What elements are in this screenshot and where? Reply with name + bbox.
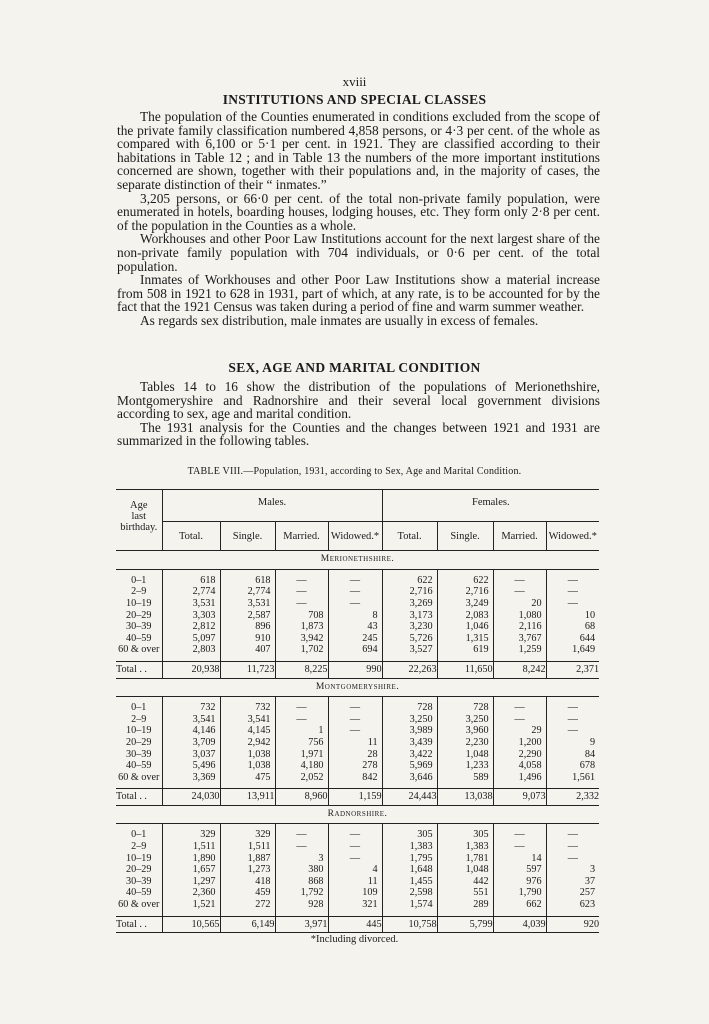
total-cell: 1,159 <box>328 789 382 806</box>
value-cell: — <box>275 586 328 598</box>
value-cell: — <box>493 586 546 598</box>
value-cell: 1 <box>275 725 328 737</box>
value-cell: 1,790 <box>493 887 546 899</box>
age-cell: 30–39 <box>126 621 152 633</box>
age-cell: 0–1 <box>131 574 147 586</box>
table-row <box>116 772 599 789</box>
value-cell: 1,273 <box>220 864 275 876</box>
value-cell: 5,726 <box>382 633 437 645</box>
value-cell: 2,812 <box>162 621 220 633</box>
value-cell: 1,496 <box>493 772 546 789</box>
total-label: Total . . <box>116 661 162 678</box>
sex-age-text <box>117 380 600 448</box>
value-cell: — <box>328 569 382 586</box>
value-cell: 2,716 <box>437 586 493 598</box>
value-cell: 380 <box>275 864 328 876</box>
value-cell: 5,969 <box>382 760 437 772</box>
total-cell: 10,565 <box>162 916 220 933</box>
value-cell: — <box>546 824 599 841</box>
value-cell: 2,083 <box>437 610 493 622</box>
value-cell: 37 <box>546 876 599 888</box>
value-cell: 329 <box>162 824 220 841</box>
value-cell: 3,989 <box>382 725 437 737</box>
table-row <box>116 598 599 610</box>
value-cell: 694 <box>328 644 382 661</box>
value-cell: 622 <box>382 569 437 586</box>
value-cell: — <box>275 569 328 586</box>
value-cell: 2,230 <box>437 737 493 749</box>
paragraph: The population of the Counties enumerated in conditions excluded from the scope of the private family classification numbered 4,858 persons, or 4·3 per cent. of the whole as compared with 6,100 or 5·1 per cent. in 1921. They are classified according to their habitations in Table 12 ; and in Table 13 the numbers of the more important institutions concerned are shown, together with their populations and, in the majority of cases, the separate distinction of their “ inmates.” <box>117 109 600 192</box>
county-name: Radnorshire. <box>116 805 599 824</box>
total-cell: 22,263 <box>382 661 437 678</box>
value-cell: 1,511 <box>162 841 220 853</box>
table-row <box>116 760 599 772</box>
value-cell: — <box>546 598 599 610</box>
value-cell: — <box>275 841 328 853</box>
age-header-line: Age <box>130 500 148 511</box>
value-cell: 976 <box>493 876 546 888</box>
total-cell: 9,073 <box>493 789 546 806</box>
value-cell: 3,369 <box>162 772 220 789</box>
value-cell: 289 <box>437 899 493 916</box>
age-cell: 2–9 <box>131 841 147 853</box>
population-table <box>116 489 599 933</box>
value-cell: 407 <box>220 644 275 661</box>
table-row <box>116 737 599 749</box>
age-header-line: birthday. <box>120 522 158 533</box>
page-number: xviii <box>342 74 367 89</box>
value-cell: — <box>493 697 546 714</box>
heading-institutions: INSTITUTIONS AND SPECIAL CLASSES <box>222 92 487 107</box>
value-cell: 2,587 <box>220 610 275 622</box>
value-cell: 2,116 <box>493 621 546 633</box>
total-label: Total . . <box>116 789 162 806</box>
value-cell: — <box>328 697 382 714</box>
value-cell: — <box>328 841 382 853</box>
value-cell: — <box>493 714 546 726</box>
value-cell: — <box>328 853 382 865</box>
value-cell: 623 <box>546 899 599 916</box>
age-cell: 0–1 <box>131 829 147 841</box>
section-row <box>116 805 599 824</box>
age-cell: 2–9 <box>131 713 147 725</box>
total-row <box>116 661 599 678</box>
value-cell: 418 <box>220 876 275 888</box>
value-cell: 3,541 <box>220 714 275 726</box>
age-cell: 20–29 <box>126 736 152 748</box>
value-cell: 272 <box>220 899 275 916</box>
table-footnote: *Including divorced. <box>310 934 399 945</box>
age-cell: 2–9 <box>131 586 147 598</box>
value-cell: 459 <box>220 887 275 899</box>
value-cell: — <box>546 725 599 737</box>
value-cell: 3,541 <box>162 714 220 726</box>
total-row <box>116 789 599 806</box>
value-cell: 20 <box>493 598 546 610</box>
age-header-line: last <box>131 511 147 522</box>
value-cell: 1,200 <box>493 737 546 749</box>
value-cell: 1,259 <box>493 644 546 661</box>
total-cell: 6,149 <box>220 916 275 933</box>
value-cell: 3,942 <box>275 633 328 645</box>
total-cell: 920 <box>546 916 599 933</box>
value-cell: 1,521 <box>162 899 220 916</box>
value-cell: 84 <box>546 749 599 761</box>
table-row <box>116 899 599 916</box>
value-cell: 1,574 <box>382 899 437 916</box>
value-cell: 3,230 <box>382 621 437 633</box>
value-cell: — <box>275 824 328 841</box>
value-cell: 728 <box>382 697 437 714</box>
value-cell: 1,038 <box>220 749 275 761</box>
heading-sex-age-marital: SEX, AGE AND MARITAL CONDITION <box>228 360 481 375</box>
table-row <box>116 621 599 633</box>
value-cell: 896 <box>220 621 275 633</box>
table-row <box>116 824 599 841</box>
total-cell: 8,225 <box>275 661 328 678</box>
value-cell: 842 <box>328 772 382 789</box>
value-cell: 3,303 <box>162 610 220 622</box>
value-cell: 1,795 <box>382 853 437 865</box>
total-cell: 20,938 <box>162 661 220 678</box>
table-row <box>116 864 599 876</box>
value-cell: — <box>546 841 599 853</box>
table-row <box>116 697 599 714</box>
institutions-text <box>117 110 600 328</box>
value-cell: 732 <box>162 697 220 714</box>
value-cell: 2,598 <box>382 887 437 899</box>
table-row <box>116 569 599 586</box>
age-cell: 10–19 <box>126 725 152 737</box>
value-cell: 68 <box>546 621 599 633</box>
value-cell: 2,774 <box>220 586 275 598</box>
value-cell: 1,890 <box>162 853 220 865</box>
value-cell: — <box>546 569 599 586</box>
value-cell: 3,269 <box>382 598 437 610</box>
col-header: Single. <box>437 521 493 551</box>
county-name: Merionethshire. <box>116 551 599 570</box>
value-cell: 1,511 <box>220 841 275 853</box>
age-cell: 40–59 <box>126 632 152 644</box>
value-cell: — <box>493 841 546 853</box>
value-cell: 2,942 <box>220 737 275 749</box>
value-cell: 321 <box>328 899 382 916</box>
col-header: Single. <box>220 521 275 551</box>
value-cell: — <box>328 714 382 726</box>
value-cell: 8 <box>328 610 382 622</box>
value-cell: — <box>328 824 382 841</box>
total-cell: 4,039 <box>493 916 546 933</box>
value-cell: 3 <box>546 864 599 876</box>
total-cell: 13,038 <box>437 789 493 806</box>
value-cell: 1,792 <box>275 887 328 899</box>
value-cell: 3,709 <box>162 737 220 749</box>
value-cell: 1,455 <box>382 876 437 888</box>
value-cell: 1,297 <box>162 876 220 888</box>
age-cell: 60 & over <box>118 771 160 783</box>
total-cell: 2,332 <box>546 789 599 806</box>
total-cell: 2,371 <box>546 661 599 678</box>
table-caption: TABLE VIII.—Population, 1931, according to Sex, Age and Marital Condition. <box>187 466 522 477</box>
table-row <box>116 586 599 598</box>
total-cell: 24,443 <box>382 789 437 806</box>
value-cell: 3,250 <box>382 714 437 726</box>
value-cell: — <box>328 725 382 737</box>
value-cell: 2,774 <box>162 586 220 598</box>
value-cell: — <box>275 714 328 726</box>
value-cell: — <box>328 598 382 610</box>
value-cell: 1,781 <box>437 853 493 865</box>
value-cell: 305 <box>382 824 437 841</box>
value-cell: 644 <box>546 633 599 645</box>
value-cell: 1,048 <box>437 749 493 761</box>
value-cell: 662 <box>493 899 546 916</box>
total-cell: 8,242 <box>493 661 546 678</box>
value-cell: 4,146 <box>162 725 220 737</box>
value-cell: 10 <box>546 610 599 622</box>
age-cell: 0–1 <box>131 702 147 714</box>
value-cell: 1,315 <box>437 633 493 645</box>
total-cell: 8,960 <box>275 789 328 806</box>
value-cell: 732 <box>220 697 275 714</box>
table-row <box>116 841 599 853</box>
females-header: Females. <box>382 490 599 522</box>
total-cell: 990 <box>328 661 382 678</box>
value-cell: — <box>493 569 546 586</box>
value-cell: 1,383 <box>437 841 493 853</box>
value-cell: 618 <box>162 569 220 586</box>
value-cell: 4,058 <box>493 760 546 772</box>
value-cell: 43 <box>328 621 382 633</box>
value-cell: 2,290 <box>493 749 546 761</box>
value-cell: 708 <box>275 610 328 622</box>
value-cell: 868 <box>275 876 328 888</box>
value-cell: 597 <box>493 864 546 876</box>
value-cell: 475 <box>220 772 275 789</box>
value-cell: — <box>493 824 546 841</box>
table-row <box>116 876 599 888</box>
value-cell: 11 <box>328 737 382 749</box>
age-cell: 20–29 <box>126 864 152 876</box>
county-name: Montgomeryshire. <box>116 678 599 697</box>
value-cell: 678 <box>546 760 599 772</box>
table-row <box>116 714 599 726</box>
total-cell: 11,723 <box>220 661 275 678</box>
value-cell: — <box>275 598 328 610</box>
age-cell: 40–59 <box>126 760 152 772</box>
col-header: Widowed.* <box>328 521 382 551</box>
age-cell: 10–19 <box>126 852 152 864</box>
value-cell: 2,803 <box>162 644 220 661</box>
value-cell: 3,646 <box>382 772 437 789</box>
col-header: Widowed.* <box>548 530 597 542</box>
table-row <box>116 725 599 737</box>
value-cell: 4,180 <box>275 760 328 772</box>
total-cell: 13,911 <box>220 789 275 806</box>
value-cell: 2,360 <box>162 887 220 899</box>
value-cell: 928 <box>275 899 328 916</box>
table-row <box>116 633 599 645</box>
value-cell: 3,422 <box>382 749 437 761</box>
value-cell: 9 <box>546 737 599 749</box>
value-cell: — <box>546 586 599 598</box>
value-cell: 756 <box>275 737 328 749</box>
value-cell: 3 <box>275 853 328 865</box>
value-cell: 1,873 <box>275 621 328 633</box>
value-cell: 4 <box>328 864 382 876</box>
value-cell: 29 <box>493 725 546 737</box>
value-cell: 1,887 <box>220 853 275 865</box>
value-cell: 442 <box>437 876 493 888</box>
value-cell: 1,657 <box>162 864 220 876</box>
value-cell: 1,971 <box>275 749 328 761</box>
value-cell: — <box>328 586 382 598</box>
table-row <box>116 853 599 865</box>
section-row <box>116 678 599 697</box>
value-cell: 551 <box>437 887 493 899</box>
value-cell: 619 <box>437 644 493 661</box>
paragraph: Inmates of Workhouses and other Poor Law Institutions show a material increase from 508 in 1921 to 628 in 1931, part of which, at any rate, is to be accounted for by the fact that the 1921 Census was taken during a period of fine and warm summer weather. <box>117 272 600 315</box>
age-cell: 10–19 <box>126 597 152 609</box>
value-cell: 3,767 <box>493 633 546 645</box>
value-cell: 1,561 <box>546 772 599 789</box>
col-header: Married. <box>275 521 328 551</box>
value-cell: 910 <box>220 633 275 645</box>
age-cell: 40–59 <box>126 887 152 899</box>
value-cell: 5,496 <box>162 760 220 772</box>
age-header <box>116 490 162 551</box>
value-cell: 3,173 <box>382 610 437 622</box>
age-cell: 20–29 <box>126 609 152 621</box>
value-cell: 3,531 <box>220 598 275 610</box>
value-cell: 329 <box>220 824 275 841</box>
value-cell: 245 <box>328 633 382 645</box>
value-cell: 2,716 <box>382 586 437 598</box>
value-cell: 618 <box>220 569 275 586</box>
value-cell: 28 <box>328 749 382 761</box>
age-cell: 60 & over <box>118 644 160 656</box>
total-cell: 5,799 <box>437 916 493 933</box>
value-cell: 589 <box>437 772 493 789</box>
value-cell: 5,097 <box>162 633 220 645</box>
value-cell: 1,080 <box>493 610 546 622</box>
value-cell: — <box>275 697 328 714</box>
value-cell: 1,702 <box>275 644 328 661</box>
value-cell: 1,648 <box>382 864 437 876</box>
paragraph: 3,205 persons, or 66·0 per cent. of the total non-private family population, were enumerated in hotels, boarding houses, lodging houses, etc. They form only 2·8 per cent. of the population in the Counties as a whole. <box>117 190 600 233</box>
value-cell: 2,052 <box>275 772 328 789</box>
total-cell: 3,971 <box>275 916 328 933</box>
value-cell: 1,383 <box>382 841 437 853</box>
value-cell: 1,038 <box>220 760 275 772</box>
section-row <box>116 551 599 570</box>
total-cell: 10,758 <box>382 916 437 933</box>
value-cell: 11 <box>328 876 382 888</box>
col-header: Married. <box>493 521 546 551</box>
col-header: Total. <box>382 521 437 551</box>
value-cell: 3,249 <box>437 598 493 610</box>
value-cell: 1,233 <box>437 760 493 772</box>
value-cell: 14 <box>493 853 546 865</box>
paragraph: Tables 14 to 16 show the distribution of the populations of Merionethshire, Montgomeryshire and Radnorshire and their several local government divisions according to sex, age and marital condition. <box>117 379 600 422</box>
value-cell: — <box>546 853 599 865</box>
value-cell: 278 <box>328 760 382 772</box>
paragraph: The 1931 analysis for the Counties and the changes between 1921 and 1931 are summarized in the following tables. <box>117 419 600 449</box>
value-cell: 728 <box>437 697 493 714</box>
table-row <box>116 887 599 899</box>
value-cell: 3,527 <box>382 644 437 661</box>
value-cell: — <box>546 714 599 726</box>
paragraph: As regards sex distribution, male inmates are usually in excess of females. <box>140 312 539 328</box>
total-label: Total . . <box>116 916 162 933</box>
table-row <box>116 610 599 622</box>
value-cell: 3,037 <box>162 749 220 761</box>
col-header: Total. <box>162 521 220 551</box>
table-row <box>116 749 599 761</box>
value-cell: 3,960 <box>437 725 493 737</box>
total-row <box>116 916 599 933</box>
value-cell: 1,048 <box>437 864 493 876</box>
value-cell: 257 <box>546 887 599 899</box>
value-cell: — <box>546 697 599 714</box>
age-cell: 30–39 <box>126 875 152 887</box>
value-cell: 3,250 <box>437 714 493 726</box>
value-cell: 4,145 <box>220 725 275 737</box>
total-cell: 24,030 <box>162 789 220 806</box>
value-cell: 3,531 <box>162 598 220 610</box>
value-cell: 1,649 <box>546 644 599 661</box>
age-cell: 60 & over <box>118 899 160 911</box>
value-cell: 1,046 <box>437 621 493 633</box>
paragraph: Workhouses and other Poor Law Institutions account for the next largest share of the non-private family population with 704 individuals, or 0·6 per cent. of the total population. <box>117 231 600 274</box>
total-cell: 11,650 <box>437 661 493 678</box>
value-cell: 3,439 <box>382 737 437 749</box>
value-cell: 109 <box>328 887 382 899</box>
males-header: Males. <box>162 490 382 522</box>
total-cell: 445 <box>328 916 382 933</box>
table-row <box>116 644 599 661</box>
age-cell: 30–39 <box>126 748 152 760</box>
value-cell: 622 <box>437 569 493 586</box>
value-cell: 305 <box>437 824 493 841</box>
